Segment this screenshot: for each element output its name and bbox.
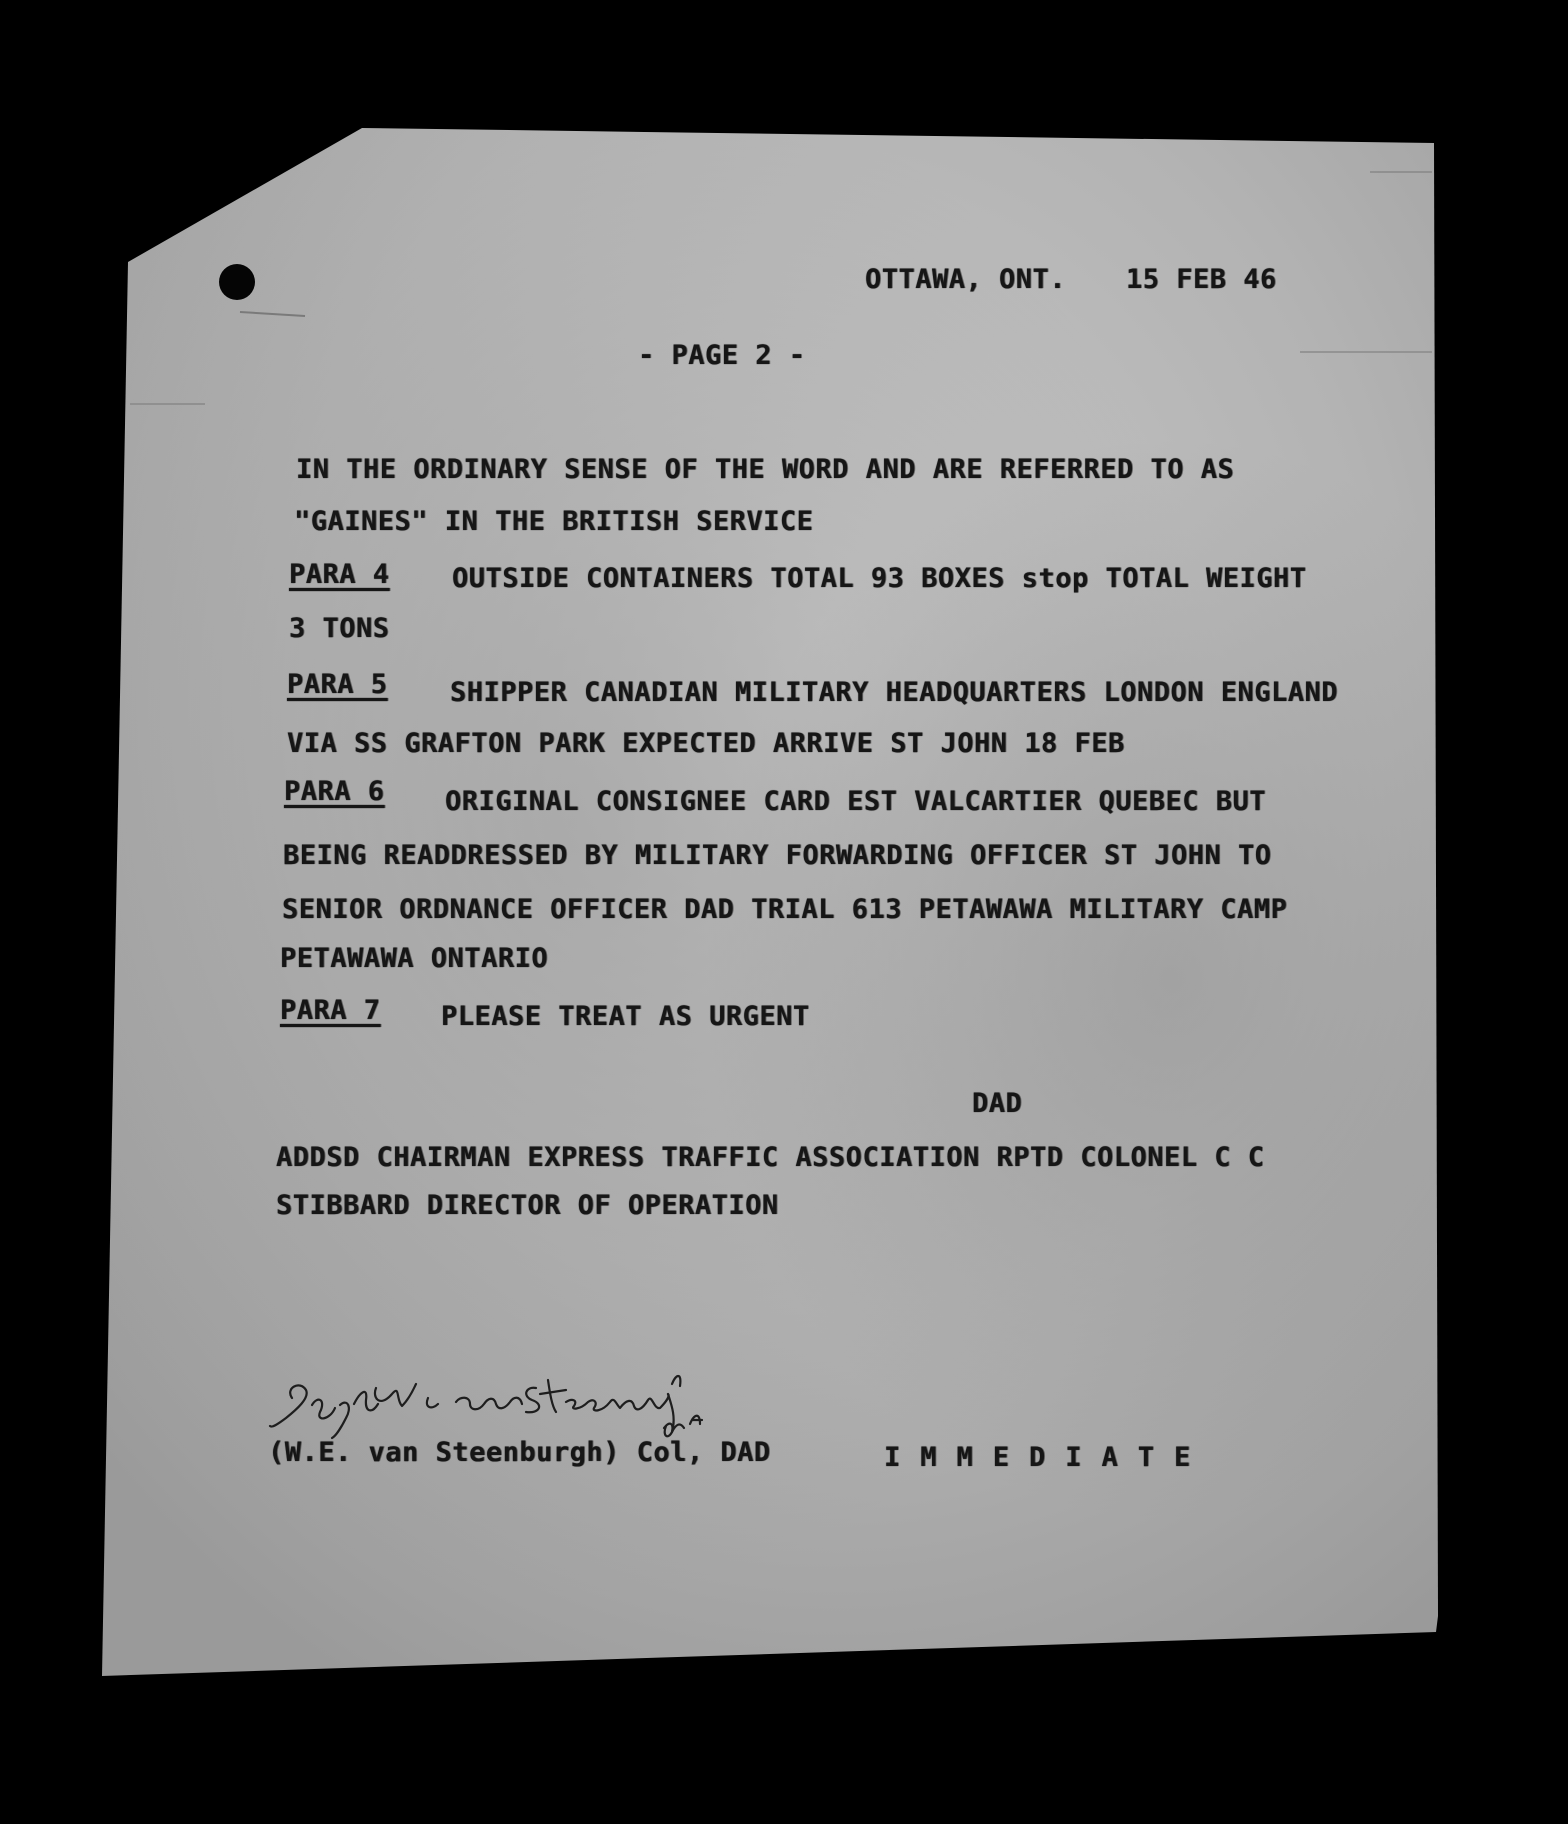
priority-stamp: IMMEDIATE [884, 1442, 1211, 1473]
para-4-line-1: OUTSIDE CONTAINERS TOTAL 93 BOXES stop TOTAL WEIGHT [452, 563, 1307, 594]
header-location: OTTAWA, ONT. [865, 264, 1067, 295]
para-4-line-2: 3 TONS [289, 613, 390, 644]
para-6-line-2: BEING READDRESSED BY MILITARY FORWARDING OFFICER ST JOHN TO [283, 840, 1272, 871]
addressees-line-2: STIBBARD DIRECTOR OF OPERATION [276, 1190, 779, 1221]
body-line-1: IN THE ORDINARY SENSE OF THE WORD AND ARE REFERRED TO AS [296, 454, 1235, 485]
punch-hole [219, 264, 255, 300]
para-6-line-3: SENIOR ORDNANCE OFFICER DAD TRIAL 613 PETAWAWA MILITARY CAMP [282, 894, 1288, 925]
sender-abbreviation: DAD [972, 1088, 1023, 1119]
body-line-2: "GAINES" IN THE BRITISH SERVICE [294, 506, 814, 537]
para-6-label: PARA 6 [284, 776, 385, 807]
para-6-line-4: PETAWAWA ONTARIO [280, 943, 549, 974]
para-7-line-1: PLEASE TREAT AS URGENT [441, 1001, 810, 1032]
para-5-line-1: SHIPPER CANADIAN MILITARY HEADQUARTERS LONDON ENGLAND [450, 677, 1339, 708]
para-6-line-1: ORIGINAL CONSIGNEE CARD EST VALCARTIER QUEBEC BUT [445, 786, 1267, 817]
para-4-label: PARA 4 [289, 559, 390, 590]
header-date: 15 FEB 46 [1126, 264, 1277, 295]
para-5-line-2: VIA SS GRAFTON PARK EXPECTED ARRIVE ST JOHN 18 FEB [287, 728, 1125, 759]
typed-signature-name: (W.E. van Steenburgh) Col, DAD [268, 1437, 771, 1468]
page-number: - PAGE 2 - [638, 340, 806, 371]
para-7-label: PARA 7 [280, 995, 381, 1026]
para-5-label: PARA 5 [287, 669, 388, 700]
addressees-line-1: ADDSD CHAIRMAN EXPRESS TRAFFIC ASSOCIATION RPTD COLONEL C C [276, 1142, 1265, 1173]
